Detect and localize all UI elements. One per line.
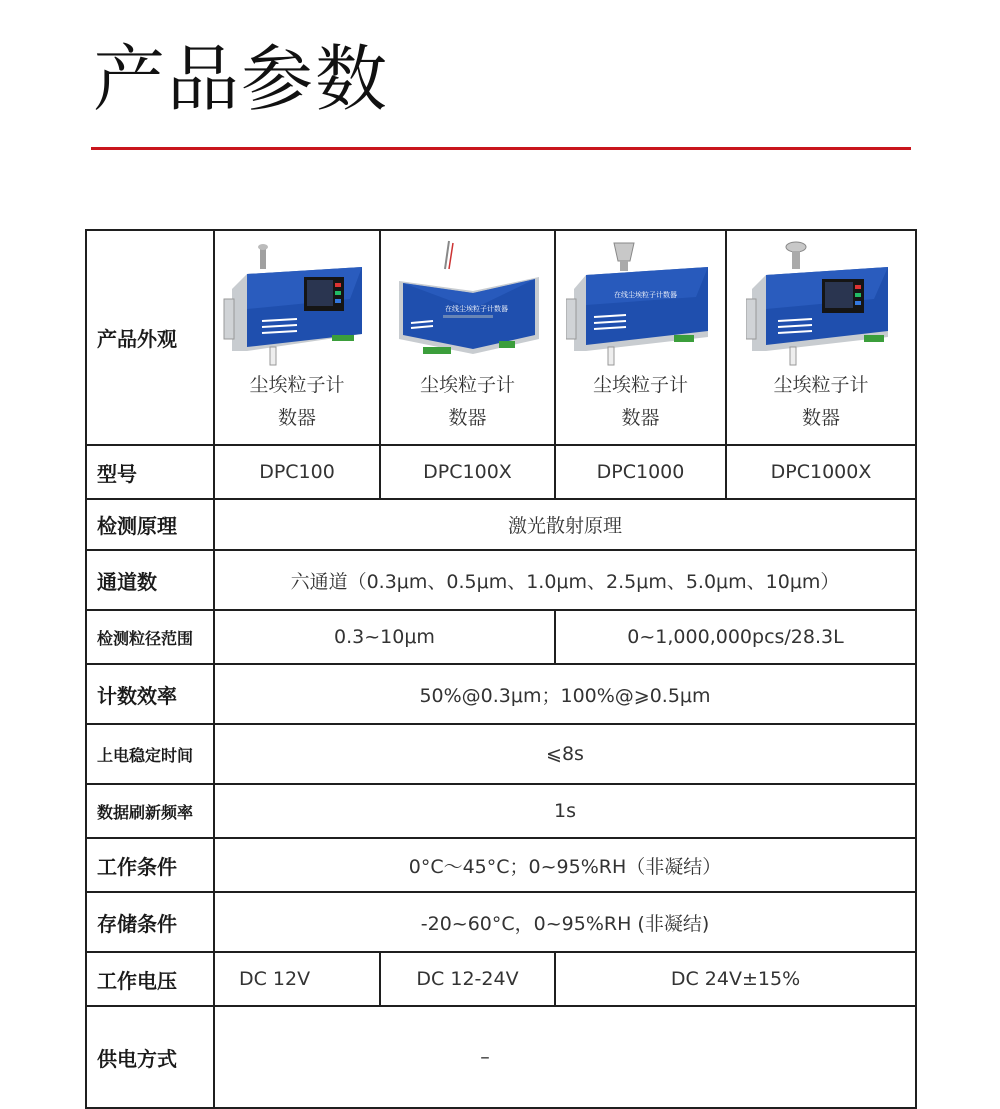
row-appearance xyxy=(86,230,916,445)
model-value: DPC100 xyxy=(214,445,380,499)
refresh-value: 1s xyxy=(214,784,916,838)
row-label-operating: 工作条件 xyxy=(86,838,214,892)
row-power xyxy=(86,1006,916,1108)
page-title: 产品参数 xyxy=(93,37,390,121)
power-value: – xyxy=(214,1006,916,1108)
voltage-value: DC 12-24V xyxy=(380,952,555,1006)
spec-table xyxy=(85,229,917,1109)
row-label-channels: 通道数 xyxy=(86,550,214,610)
row-label-refresh: 数据刷新频率 xyxy=(86,784,214,838)
row-model xyxy=(86,445,916,499)
particle-size-range-value: 0.3~10μm xyxy=(214,610,555,664)
row-label-appearance: 产品外观 xyxy=(86,230,214,445)
panel-title-text: 在线尘埃粒子计数器 xyxy=(444,305,508,313)
row-label-storage: 存储条件 xyxy=(86,892,214,952)
product-name: 尘埃粒子计数器 xyxy=(773,374,869,429)
warmup-value: ⩽8s xyxy=(214,724,916,784)
product-cell xyxy=(214,230,380,445)
voltage-value: DC 12V xyxy=(214,952,380,1006)
row-efficiency xyxy=(86,664,916,724)
model-value: DPC1000X xyxy=(726,445,916,499)
row-storage xyxy=(86,892,916,952)
panel-title-text: 在线尘埃粒子计数器 xyxy=(613,291,677,299)
row-label-range: 检测粒径范围 xyxy=(86,610,214,664)
device-dpc100-image xyxy=(222,239,372,369)
operating-value: 0°C～45°C；0~95%RH（非凝结） xyxy=(214,838,916,892)
product-name: 尘埃粒子计数器 xyxy=(592,374,688,429)
row-principle xyxy=(86,499,916,550)
model-value: DPC100X xyxy=(380,445,555,499)
product-cell xyxy=(380,230,555,445)
row-label-power: 供电方式 xyxy=(86,1006,214,1108)
device-dpc100x-image xyxy=(393,239,543,369)
row-refresh xyxy=(86,784,916,838)
title-divider xyxy=(91,147,911,150)
product-cell xyxy=(726,230,916,445)
row-channels xyxy=(86,550,916,610)
row-label-warmup: 上电稳定时间 xyxy=(86,724,214,784)
row-warmup xyxy=(86,724,916,784)
row-label-principle: 检测原理 xyxy=(86,499,214,550)
row-range xyxy=(86,610,916,664)
product-name: 尘埃粒子计数器 xyxy=(249,374,345,429)
count-range-value: 0~1,000,000pcs/28.3L xyxy=(555,610,916,664)
row-label-model: 型号 xyxy=(86,445,214,499)
voltage-value: DC 24V±15% xyxy=(555,952,916,1006)
device-dpc1000x-image xyxy=(746,239,896,369)
row-voltage xyxy=(86,952,916,1006)
model-value: DPC1000 xyxy=(555,445,726,499)
efficiency-value: 50%@0.3μm；100%@⩾0.5μm xyxy=(214,664,916,724)
device-dpc1000-image xyxy=(566,239,716,369)
channels-value: 六通道（0.3μm、0.5μm、1.0μm、2.5μm、5.0μm、10μm） xyxy=(214,550,916,610)
row-label-efficiency: 计数效率 xyxy=(86,664,214,724)
row-label-voltage: 工作电压 xyxy=(86,952,214,1006)
product-cell xyxy=(555,230,726,445)
product-name: 尘埃粒子计数器 xyxy=(419,374,515,429)
principle-value: 激光散射原理 xyxy=(214,499,916,550)
storage-value: -20~60°C，0~95%RH (非凝结) xyxy=(214,892,916,952)
row-operating xyxy=(86,838,916,892)
